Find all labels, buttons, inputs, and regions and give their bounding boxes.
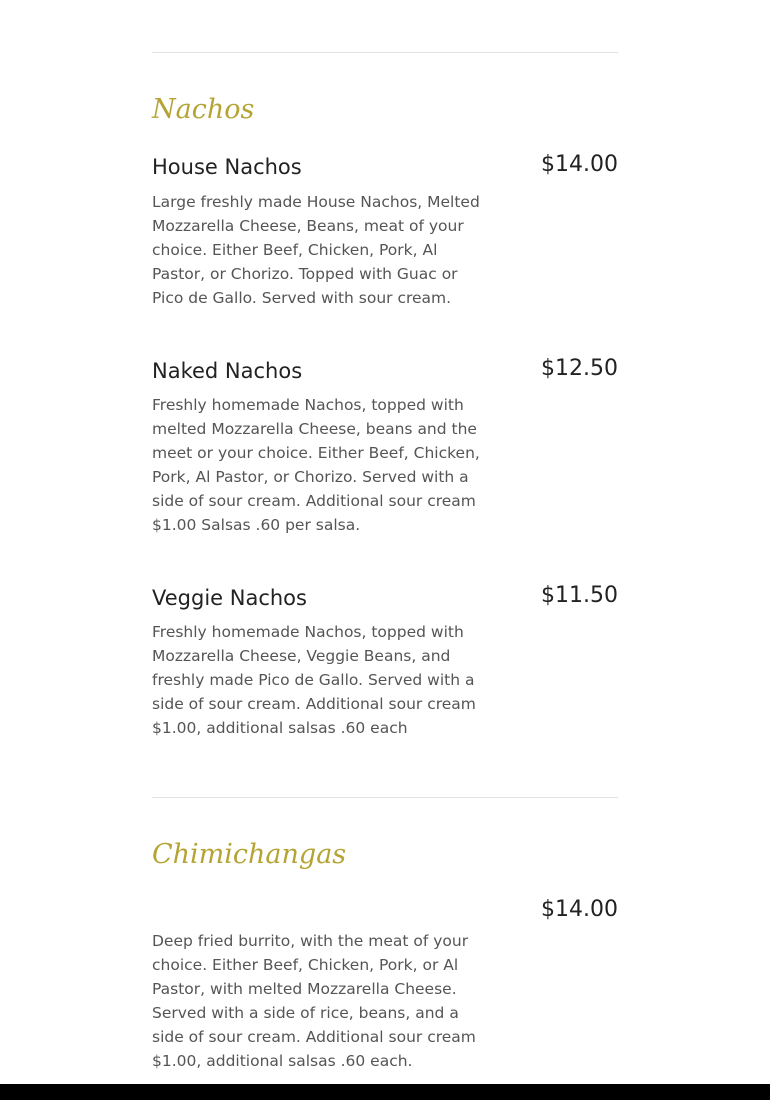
item-description: Freshly homemade Nachos, topped with melted Mozzarella Cheese, beans and the meet or your choice. Either Beef, Chicken, Pork, Al Pastor, or Chorizo. Served with a side of sour cream. Additional sour cream $1.00 Salsas .60 per salsa. [152,396,480,534]
item-price: $14.00 [541,152,618,177]
item-price: $11.50 [541,583,618,608]
item-description: Large freshly made House Nachos, Melted Mozzarella Cheese, Beans, meat of your choice. Either Beef, Chicken, Pork, Al Pastor, or Chorizo. Topped with Guac or Pico de Gallo. Served with sour cream. [152,193,480,307]
bottom-bar [0,1084,770,1100]
section-divider [152,797,618,798]
section-divider [152,52,618,53]
item-price: $14.00 [541,897,618,922]
section-title: Nachos [152,94,255,125]
item-name: Veggie Nachos [152,586,307,610]
item-name: Naked Nachos [152,359,303,383]
item-description: Deep fried burrito, with the meat of your choice. Either Beef, Chicken, Pork, or Al Pastor, with melted Mozzarella Cheese. Served with a side of rice, beans, and a side of sour cream. Additional sour cream $1.00, additional salsas .60 each. [152,932,476,1070]
item-price: $12.50 [541,356,618,381]
item-description: Freshly homemade Nachos, topped with Mozzarella Cheese, Veggie Beans, and freshly made Pico de Gallo. Served with a side of sour cream. Additional sour cream $1.00, additional salsas .60 each [152,623,476,737]
item-name: House Nachos [152,155,302,179]
section-title: Chimichangas [152,839,347,870]
